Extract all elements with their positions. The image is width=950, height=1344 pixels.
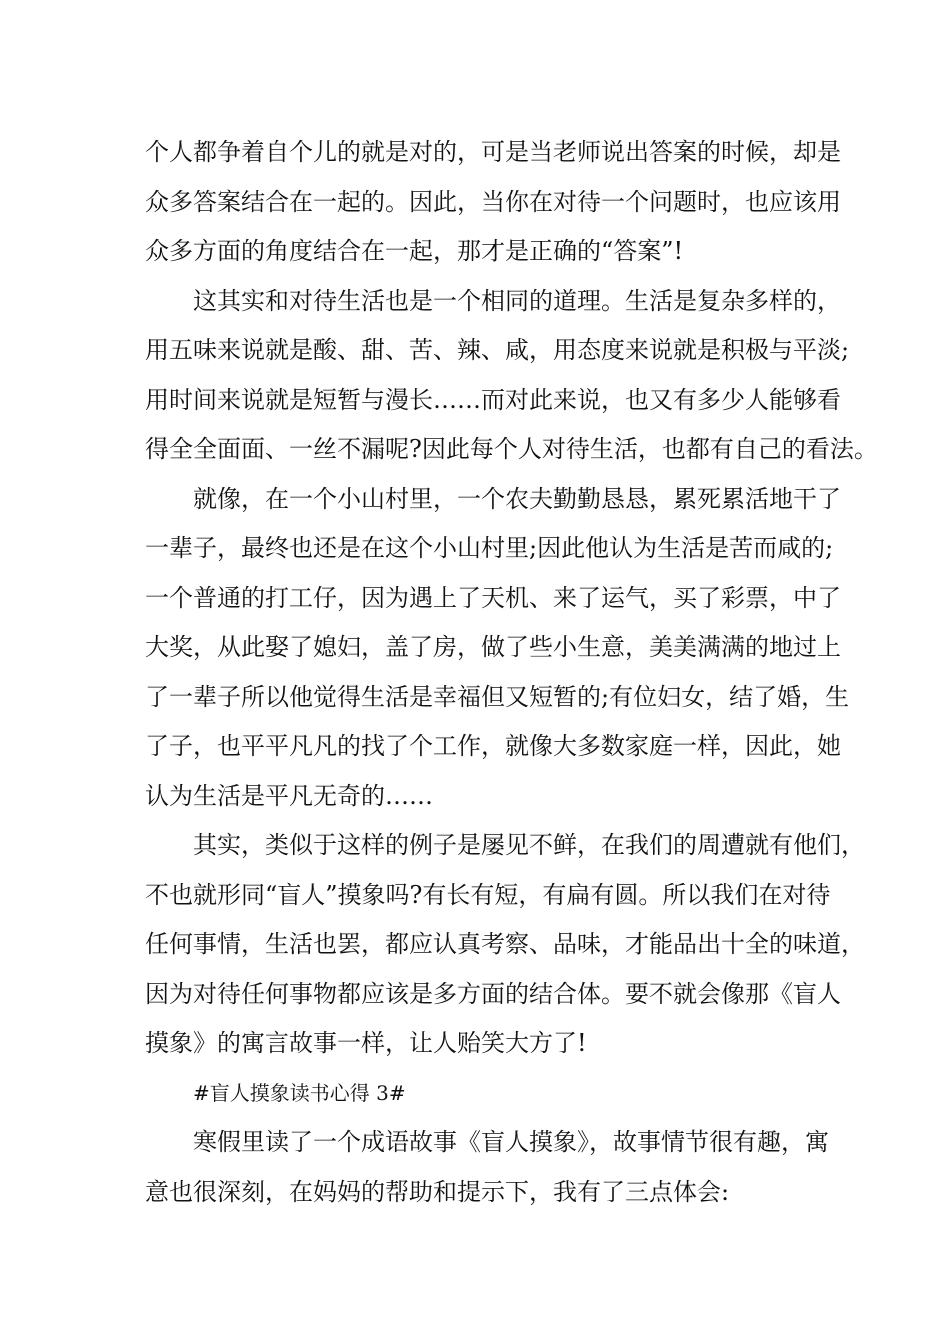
text-line: 一辈子，最终也还是在这个小山村里;因此他认为生活是苦而咸的; — [145, 534, 834, 562]
text-line: 众多答案结合在一起的。因此，当你在对待一个问题时，也应该用 — [145, 187, 841, 216]
text-line: 众多方面的角度结合在一起，那才是正确的“答案”! — [145, 237, 684, 265]
text-line: 因为对待任何事物都应该是多方面的结合体。要不就会像那《盲人 — [145, 979, 841, 1008]
text-line: 任何事情，生活也罢，都应认真考察、品味，才能品出十全的味道， — [145, 930, 865, 958]
text-line: 摸象》的寓言故事一样，让人贻笑大方了! — [145, 1029, 587, 1057]
text-line: 用五味来说就是酸、甜、苦、辣、咸，用态度来说就是积极与平淡; — [145, 336, 850, 364]
text-line: 大奖，从此娶了媳妇，盖了房，做了些小生意，美美满满的地过上 — [145, 633, 841, 661]
document-body — [145, 128, 878, 1217]
text-line: 寒假里读了一个成语故事《盲人摸象》，故事情节很有趣，寓 — [193, 1128, 829, 1156]
text-line: 其实，类似于这样的例子是屡见不鲜，在我们的周遭就有他们， — [193, 831, 865, 859]
text-line: 个人都争着自个儿的就是对的，可是当老师说出答案的时候，却是 — [145, 138, 841, 166]
text-line: 就像，在一个小山村里，一个农夫勤勤恳恳，累死累活地干了 — [193, 484, 841, 513]
section-heading: #盲人摸象读书心得 3# — [193, 1080, 406, 1105]
text-line: 这其实和对待生活也是一个相同的道理。生活是复杂多样的， — [193, 286, 841, 315]
text-line: 一个普通的打工仔，因为遇上了天机、来了运气，买了彩票，中了 — [145, 583, 841, 612]
text-line: 意也很深刻，在妈妈的帮助和提示下，我有了三点体会: — [145, 1177, 730, 1206]
text-line: 不也就形同“盲人”摸象吗?有长有短，有扁有圆。所以我们在对待 — [145, 880, 831, 909]
text-line: 了子，也平平凡凡的找了个工作，就像大多数家庭一样，因此，她 — [145, 732, 841, 760]
text-line: 用时间来说就是短暂与漫长……而对此来说，也又有多少人能够看 — [145, 385, 841, 414]
text-line: 认为生活是平凡无奇的…… — [145, 781, 433, 810]
text-line: 得全全面面、一丝不漏呢?因此每个人对待生活，也都有自己的看法。 — [145, 435, 878, 463]
text-line: 了一辈子所以他觉得生活是幸福但又短暂的;有位妇女，结了婚，生 — [145, 682, 850, 711]
